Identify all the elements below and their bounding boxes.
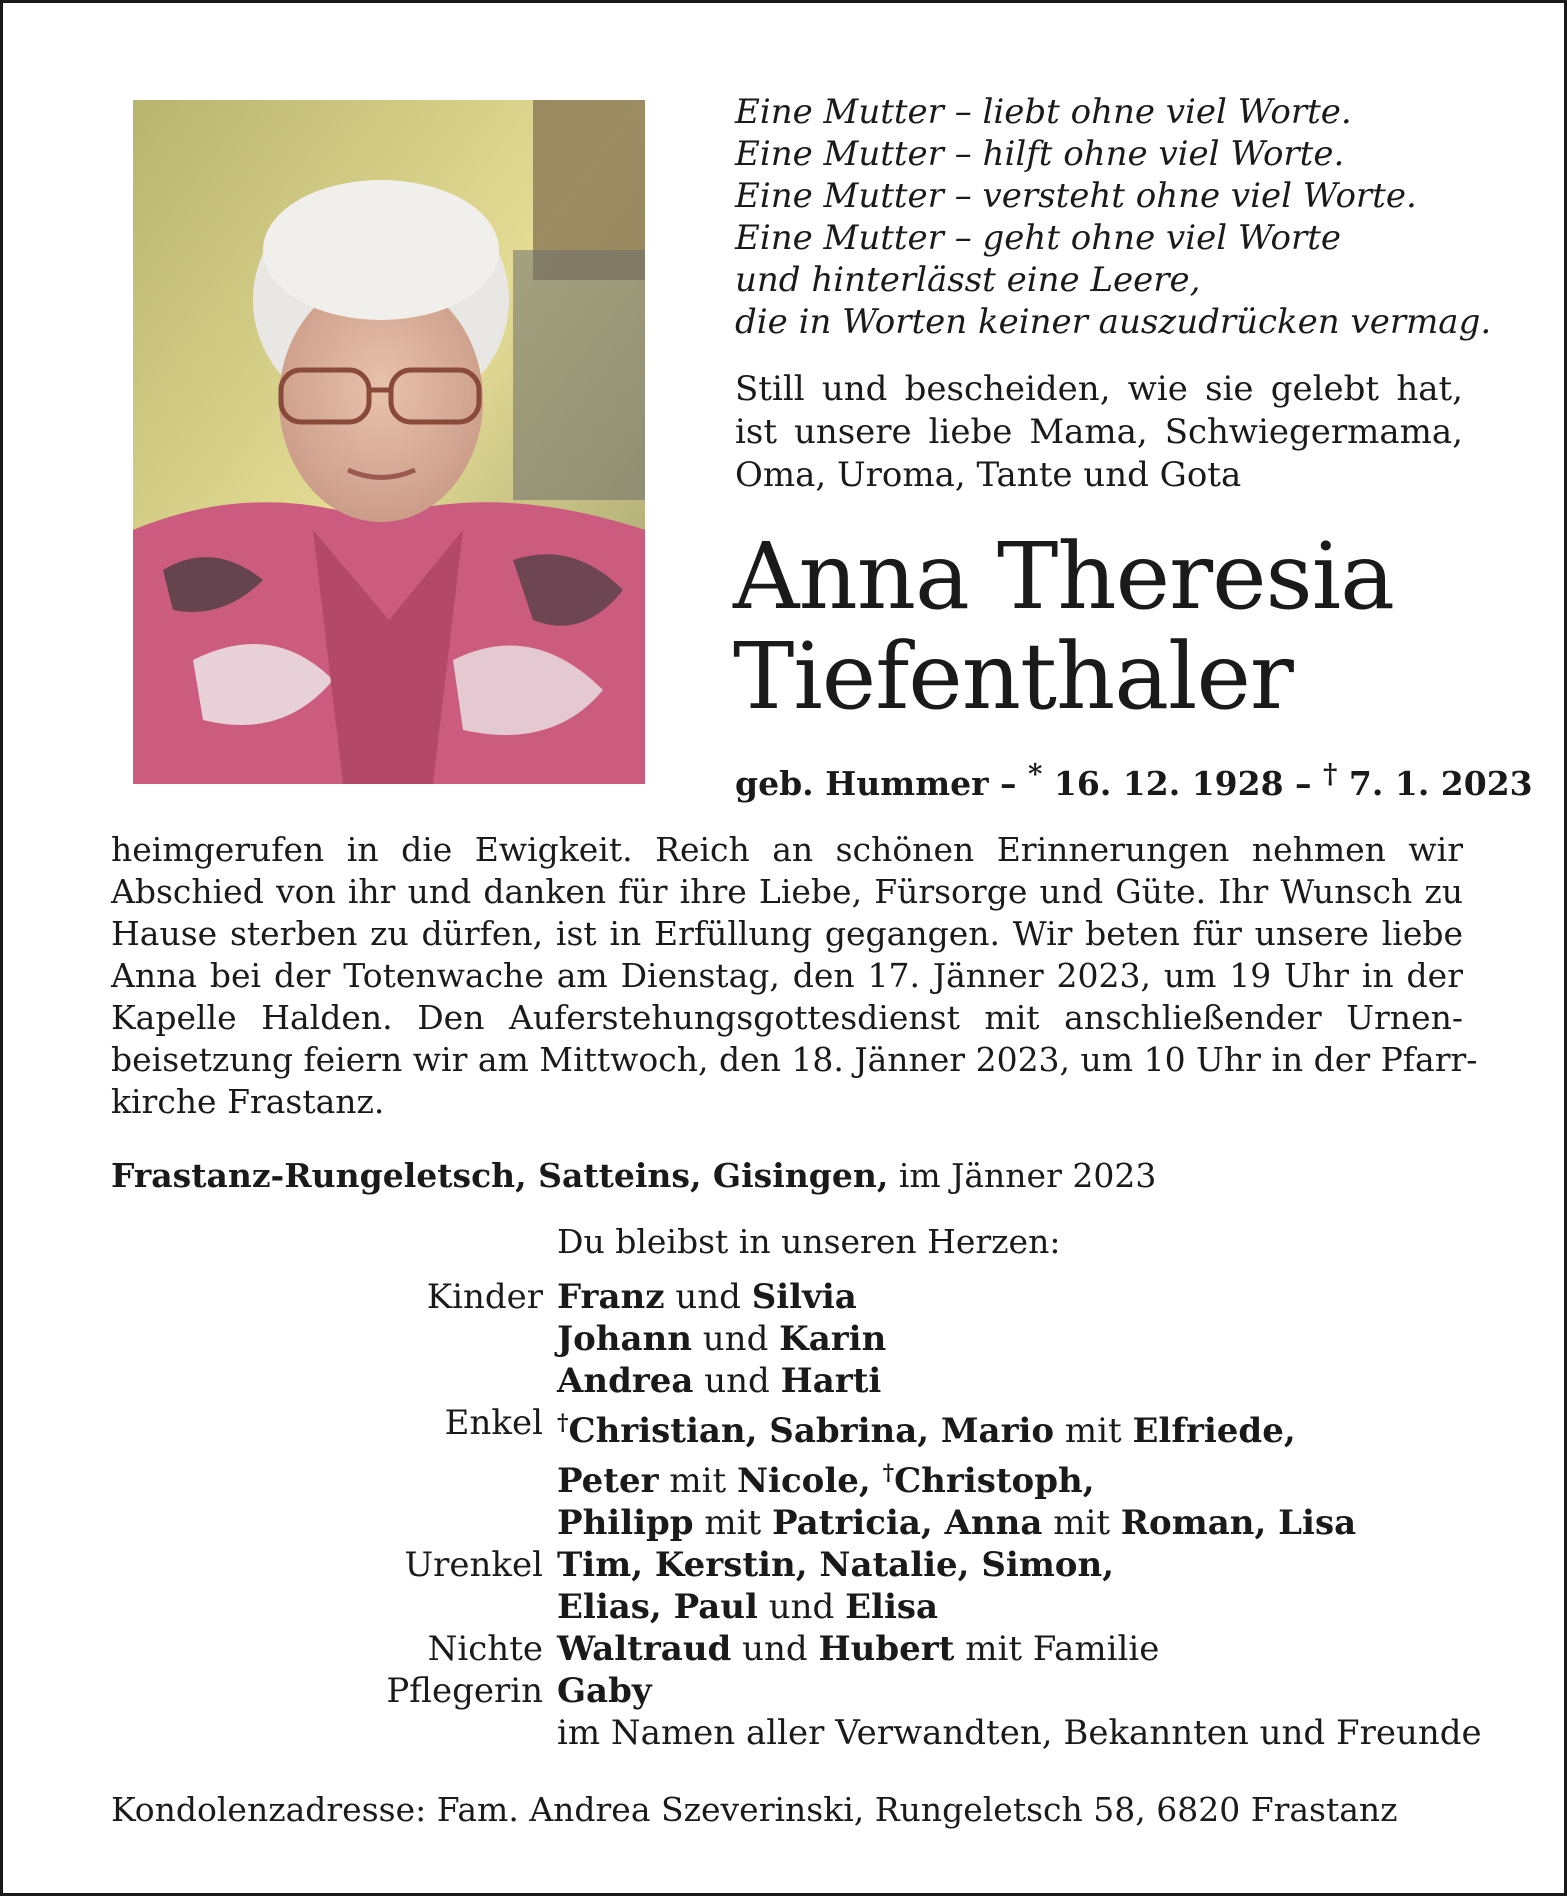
relative-name: Christoph, xyxy=(894,1461,1095,1501)
body-line: beisetzung feiern wir am Mittwoch, den 18. Jänner 2023, um 10 Uhr in der Pfarr- xyxy=(111,1040,1478,1079)
relative-name: Elisa xyxy=(845,1587,939,1627)
relative-line xyxy=(557,1318,1503,1360)
intro-line: Oma, Uroma, Tante und Gota xyxy=(735,455,1242,495)
body-line: kirche Frastanz. xyxy=(111,1082,385,1121)
relation-label: Kinder xyxy=(426,1277,543,1317)
relative-line xyxy=(557,1670,1503,1712)
poem-line: und hinterlässt eine Leere, xyxy=(735,260,1201,300)
closing-line: im Namen aller Verwandten, Bekannten und Freunde xyxy=(557,1713,1482,1753)
poem-line: Eine Mutter – versteht ohne viel Worte. xyxy=(735,176,1417,216)
relative-line xyxy=(557,1402,1503,1452)
relative-line xyxy=(557,1544,1503,1586)
intro-text xyxy=(735,368,1463,497)
connector-text: mit xyxy=(658,1461,737,1501)
relative-group xyxy=(303,1628,1503,1670)
relative-name: Tim, Kerstin, Natalie, Simon, xyxy=(557,1545,1115,1585)
relative-name: Johann xyxy=(557,1319,692,1359)
connector-text: und xyxy=(731,1629,819,1669)
relative-name: Elfriede, xyxy=(1132,1411,1296,1451)
birth-name: geb. Hummer xyxy=(735,764,989,803)
relative-name: Roman, Lisa xyxy=(1120,1503,1357,1543)
mourners-list xyxy=(303,1276,1503,1754)
poem-line: Eine Mutter – hilft ohne viel Worte. xyxy=(735,134,1345,174)
relative-group xyxy=(303,1544,1503,1628)
life-dates: geb. Hummer – * 16. 12. 1928 – † 7. 1. 2023 xyxy=(735,758,1533,803)
relative-line xyxy=(557,1586,1503,1628)
death-date: 7. 1. 2023 xyxy=(1348,764,1533,803)
relative-group xyxy=(303,1276,1503,1402)
body-line: Kapelle Halden. Den Auferstehungsgottesdienst mit anschließender Urnen- xyxy=(111,998,1463,1037)
relative-line xyxy=(557,1628,1503,1670)
birth-symbol: * xyxy=(1028,758,1043,790)
deceased-cross-symbol: † xyxy=(882,1460,895,1486)
body-line: Anna bei der Totenwache am Dienstag, den 17. Jänner 2023, um 19 Uhr in der xyxy=(111,956,1463,995)
relation-label: Nichte xyxy=(427,1629,543,1669)
poem-line: die in Worten keiner auszudrücken vermag. xyxy=(735,302,1492,342)
portrait-photo xyxy=(133,100,645,784)
connector-text: mit Familie xyxy=(954,1629,1160,1669)
relative-line xyxy=(557,1502,1503,1544)
body-text xyxy=(111,829,1478,1123)
relative-names xyxy=(557,1628,1503,1670)
connector-text: mit xyxy=(693,1503,772,1543)
relative-group xyxy=(303,1670,1503,1712)
poem xyxy=(735,91,1495,343)
deceased-surname: Tiefenthaler xyxy=(733,623,1293,730)
poem-line: Eine Mutter – liebt ohne viel Worte. xyxy=(735,92,1352,132)
relative-names xyxy=(557,1544,1503,1628)
relative-name: Silvia xyxy=(751,1277,857,1317)
relative-name: Waltraud xyxy=(557,1629,732,1669)
connector-text: und xyxy=(664,1277,752,1317)
relative-name: Nicole, xyxy=(736,1461,883,1501)
relation-label: Pflegerin xyxy=(386,1671,543,1711)
place-and-date xyxy=(111,1155,1156,1197)
intro-line: ist unsere liebe Mama, Schwiegermama, xyxy=(735,412,1463,452)
relative-line xyxy=(557,1360,1503,1402)
relative-names xyxy=(557,1402,1503,1544)
mourners-heading: Du bleibst in unseren Herzen: xyxy=(557,1222,1061,1261)
deceased-cross-symbol: † xyxy=(557,1410,569,1436)
relation-label: Enkel xyxy=(444,1403,543,1443)
relative-name: Gaby xyxy=(557,1671,652,1711)
body-line: Abschied von ihr und danken für ihre Liebe, Fürsorge und Güte. Ihr Wunsch zu xyxy=(111,872,1463,911)
relative-group xyxy=(303,1402,1503,1544)
deceased-name xyxy=(733,523,1395,730)
intro-line: Still und bescheiden, wie sie gelebt hat, xyxy=(735,369,1463,409)
condolence-address: Kondolenzadresse: Fam. Andrea Szeverinski, Rungeletsch 58, 6820 Frastanz xyxy=(111,1790,1398,1829)
relative-name: Hubert xyxy=(818,1629,955,1669)
connector-text: mit xyxy=(1054,1411,1133,1451)
death-symbol: † xyxy=(1323,758,1338,790)
body-line: heimgerufen in die Ewigkeit. Reich an schönen Erinnerungen nehmen wir xyxy=(111,830,1463,869)
place-date: im Jänner 2023 xyxy=(898,1156,1157,1195)
place-locations: Frastanz-Rungeletsch, Satteins, Gisingen, xyxy=(111,1156,889,1195)
relative-name: Harti xyxy=(780,1361,882,1401)
relative-line xyxy=(557,1276,1503,1318)
connector-text: mit xyxy=(1042,1503,1121,1543)
poem-line: Eine Mutter – geht ohne viel Worte xyxy=(735,218,1342,258)
relative-line xyxy=(557,1452,1503,1502)
portrait-illustration xyxy=(133,100,645,784)
relative-name: Peter xyxy=(557,1461,659,1501)
relative-name: Philipp xyxy=(557,1503,694,1543)
connector-text: und xyxy=(691,1319,780,1359)
deceased-first-names: Anna Theresia xyxy=(733,523,1395,630)
relative-name: Franz xyxy=(557,1277,665,1317)
connector-text: und xyxy=(757,1587,846,1627)
body-line: Hause sterben zu dürfen, ist in Erfüllung gegangen. Wir beten für unsere liebe xyxy=(111,914,1463,953)
birth-date: 16. 12. 1928 xyxy=(1053,764,1284,803)
relation-label: Urenkel xyxy=(404,1545,543,1585)
relative-name: Elias, Paul xyxy=(557,1587,758,1627)
relative-name: Andrea xyxy=(557,1361,694,1401)
relative-name: Patricia, Anna xyxy=(772,1503,1043,1543)
relative-names xyxy=(557,1670,1503,1712)
relative-name: Christian, Sabrina, Mario xyxy=(568,1411,1055,1451)
relative-names xyxy=(557,1276,1503,1402)
connector-text: und xyxy=(693,1361,781,1401)
relative-name: Karin xyxy=(779,1319,887,1359)
